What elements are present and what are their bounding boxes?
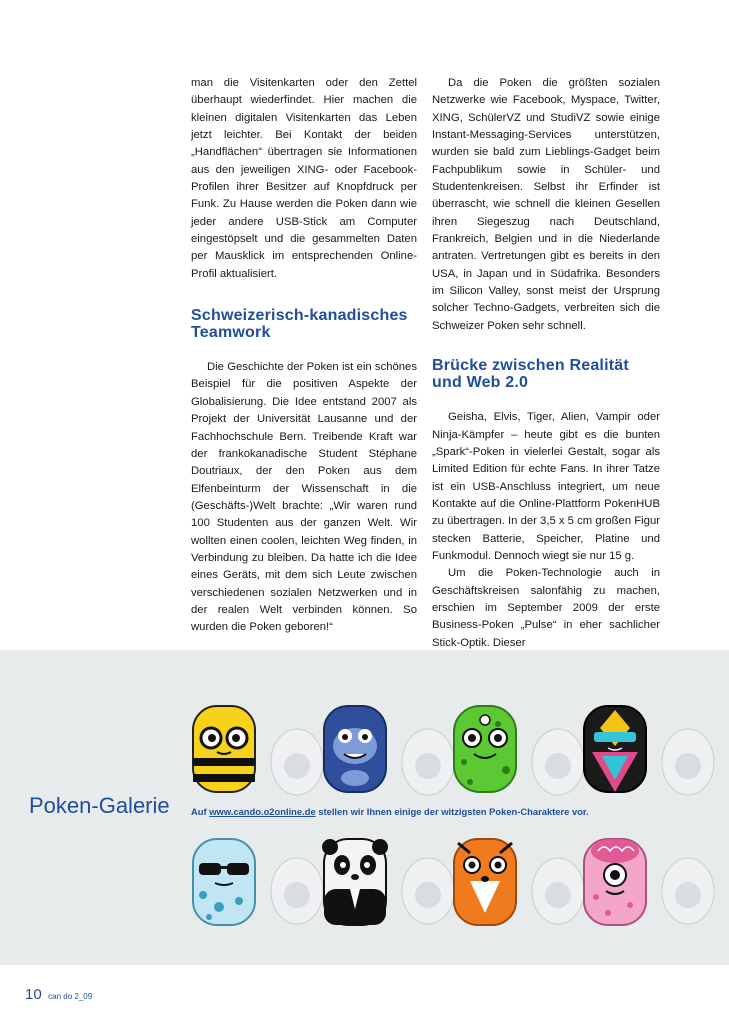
paragraph: Geisha, Elvis, Tiger, Alien, Vampir oder Ninja-Kämpfer – heute gibt es die bunten „Spark“-Poken in vielerlei Gestalt, sogar als Limited Edition für echte Fans. In ihrer Tatze ist ein USB-Anschluss integriert, um neue Kontakte auf die Online-Plattform PokenHUB zu übertragen. In der 3,5 x 5 cm großen Figur stecken Batterie, Speicher, Platine und Funkmodul. Dennoch wiegt sie nur 15 g. — [432, 411, 660, 562]
article-column-right — [432, 75, 660, 652]
alien-poken-image — [450, 700, 585, 800]
section-heading: Schweizerisch-kanadisches Teamwork — [191, 307, 408, 342]
bee-poken-image — [189, 700, 324, 800]
page-number: 10 — [25, 986, 42, 1003]
paragraph: Die Geschichte der Poken ist ein schönes Beispiel für die positiven Aspekte der Globalisierung. Die Idee entstand 2007 als Projekt der Universität Lausanne und der Fachhochschule Bern. Treibende Kraft war der frankokanadische Student Stéphane Doutriaux, der den Poken aus dem Elfenbeinturm der Wissenschaft in die (Geschäfts-)Welt brachte: „Wir waren rund 100 Studenten aus der ganzen Welt. Wir wollten einen coolen, leichten Weg finden, in Verbindung zu bleiben. Da hatte ich die Idee eines Geräts, mit dem sich Leute zwischen verschiedenen sozialen Netzwerken und in der realen Welt verbinden können. So wurden die Poken geboren!“ — [191, 361, 417, 634]
website-link[interactable]: www.cando.o2online.de — [209, 806, 316, 817]
sunglasses-poken-image — [189, 835, 324, 935]
panda-poken-image — [320, 835, 455, 935]
paragraph: man die Visitenkarten oder den Zettel überhaupt wiederfindet. Hier machen die kleinen digitalen Visitenkarten das Leben jetzt leichter. Bei Kontakt der beiden „Handflächen“ übertragen sie Informationen aus den jeweiligen XING- oder Facebook-Profilen ihrer Besitzer auf Knopfdruck per Funk. Zu Hause werden die Poken dann wie jeder andere USB-Stick am Computer eingestöpselt und die gesammelten Daten per Mausklick im entsprechenden Online-Profil aktualisiert. — [191, 77, 417, 280]
monkey-poken-image — [320, 700, 455, 800]
page-footer — [25, 986, 92, 1004]
caption-suffix: stellen wir Ihnen einige der witzigsten Poken-Charaktere vor. — [315, 806, 589, 817]
brain-poken-image — [580, 835, 715, 935]
caption-prefix: Auf — [191, 806, 210, 817]
paragraph: Da die Poken die größten sozialen Netzwerke wie Facebook, Myspace, Twitter, XING, SchülerVZ und StudiVZ sowie einige Instant-Messaging-Services unterstützen, wurden sie bald zum Lieblings-Gadget beim Fachpublikum sowie in Schüler- und Studentenkreisen. Selbst ihr Erfinder ist überrascht, wie schnell die kleinen Gesellen ihren Siegeszug nach Deutschland, Frankreich, Belgien und in die Niederlande antraten. Vertretungen gibt es bereits in den USA, in Japan und in Südafrika. Besonders im Silicon Valley, sonst meist der Ursprung solcher Techno-Gadgets, verbreiten sich die Schweizer Poken sehr schnell. — [432, 77, 660, 332]
article-column-left — [191, 75, 417, 637]
paragraph: Um die Poken-Technologie auch in Geschäftskreisen salonfähig zu machen, erschien im September 2009 der erste Business-Poken „Pulse“ in eher sachlicher Stick-Optik. Dieser — [432, 567, 660, 649]
gallery-title: Poken-Galerie — [29, 793, 170, 818]
section-heading: Brücke zwischen Realität und Web 2.0 — [432, 357, 629, 392]
diamond-poken-image — [580, 700, 715, 800]
issue-label: can do 2_09 — [48, 992, 93, 1001]
fox-poken-image — [450, 835, 585, 935]
gallery-caption — [191, 806, 589, 817]
